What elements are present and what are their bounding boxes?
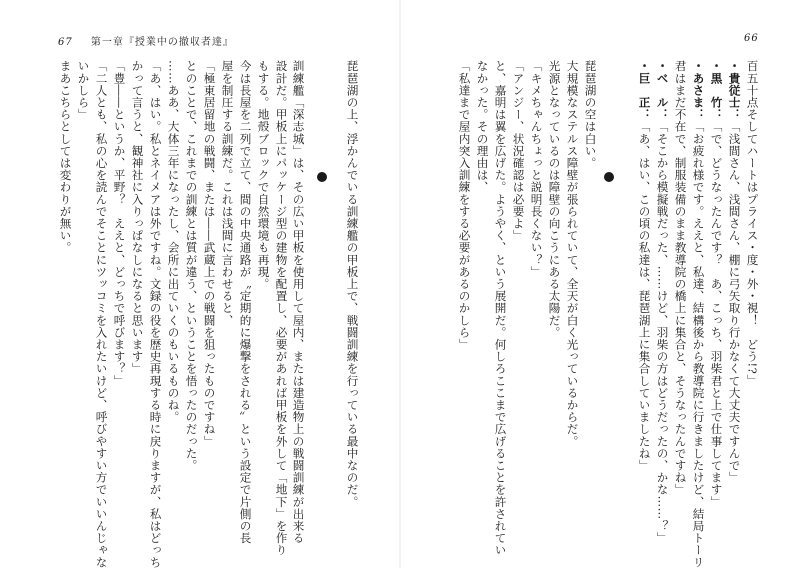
left-column-13: いかしら」 [76, 60, 91, 121]
right-column-1: ・貴従士：「浅間さん、浅間さん、棚に弓矢取り行かなくて大丈夫ですんで」 [727, 60, 742, 484]
running-head: 第一章『授業中の撤収者達』 [90, 37, 234, 48]
left-column-12: 「二人とも、私の心を読んでそことにツッコミを入れたいけど、呼びやすい方でいいんじゃな [94, 60, 109, 568]
right-column-4: 君はまだ不在で、制服装備のまま教導院の橋上に集合と、そうなったんですね」 [673, 60, 688, 496]
left-column-10: かって言うと、観神社に入りっぱなしになると思います」 [130, 60, 145, 375]
left-column-11: 「豊――というか、平野？ ええと、どっちで呼びます？」 [112, 60, 127, 387]
right-column-3: ・あさま：「お疲れ様です。ええと、私達、結構後から教導院に行きましたけど、結局トーリ [691, 60, 706, 568]
left-column-9: 「あ、はい。私とネイメアは外ですね。文録の役を歴史再現する時に戻りますが、私はどっち [148, 60, 163, 568]
right-header [744, 33, 759, 44]
right-column-10: 「キメちゃんちょっと説明長くない？」 [529, 60, 544, 278]
left-column-1: 訓練艦「深志城」は、その広い甲板を使用して屋内、または建造物上の戦闘訓練が出来る [291, 60, 306, 544]
left-column-5: 屋を制圧する訓練だ。これは浅間に言わせると、 [220, 60, 235, 327]
left-column-2: 設計だ。甲板上にパッケージ型の建物を配置し、必要があれば甲板を外して「地下」を作り [274, 60, 289, 557]
section-break-bullet-right [604, 172, 614, 182]
right-column-7: 琵琶湖の空は白い。 [583, 60, 598, 169]
left-column-0: 琵琶湖の上、浮かんでいる訓練艦の甲板上で、戦闘訓練を行っている最中なのだ。 [345, 60, 360, 508]
left-column-7: とのことで、これまでの訓練とは質が違う、ということを悟ったのだった。 [184, 60, 199, 472]
right-page [400, 0, 800, 568]
left-column-3: もする。地殻ブロックで自然環境も再現。 [256, 60, 271, 290]
right-column-5: ・ベ ル：「そこから模擬戦だった、……けど、羽柴の方はどうだったの、かな……？」 [655, 60, 670, 544]
left-column-8: ……ああ、大体三年になったし、会所に出ていくのもいるものね。 [166, 60, 181, 423]
speaker-label: ・あさま： [691, 60, 706, 121]
speaker-label: ・貴従士： [727, 60, 742, 121]
right-column-8: 大規模なステルス障壁が張られていて、全天が白く光っているからだ。 [565, 60, 580, 448]
right-column-11: 「アンジー、状況確認は必要よ」 [511, 60, 526, 242]
speaker-label: ・ベ ル： [655, 60, 670, 121]
left-page-number: 67 [58, 37, 73, 48]
right-column-14: 「私達まで屋内突入訓練をする必要があるのかしら」 [457, 60, 472, 351]
speaker-label: ・黒 竹： [709, 60, 724, 121]
right-column-6: ・巨 正：「あ、はい、この頃の私達は、琵琶湖上に集合していましたね」 [637, 60, 652, 472]
right-page-number: 66 [744, 33, 759, 44]
right-column-9: 光源となっているのは障壁の向こうにある太陽だ。 [547, 60, 562, 339]
right-column-0: 百五十点そしてハートはプライス・度・外・視！ どう!?」 [745, 60, 760, 387]
right-column-13: なかった。その理由は、 [475, 60, 490, 194]
speaker-label: ・巨 正： [637, 60, 652, 121]
left-header [58, 33, 234, 48]
left-column-4: 今は長屋を二列で立て、間の中央通路が〝定期的に爆撃をされる〟という設定で片側の長 [238, 60, 253, 544]
left-column-14: まあこちらとしては変わりが無い。 [58, 60, 73, 254]
right-column-12: と、嘉明は翼を広げた。ようやく、という展開だ。何しろここまで広げることを許されてい [493, 60, 508, 557]
right-column-2: ・黒 竹：「で、どうなったんです？ あ、こっち、羽柴君と上で仕事してます」 [709, 60, 724, 508]
left-column-6: 「極東居留地の戦闘、または――武蔵上での戦闘を狙ったものですね」 [202, 60, 217, 448]
section-break-bullet-left [317, 172, 327, 182]
